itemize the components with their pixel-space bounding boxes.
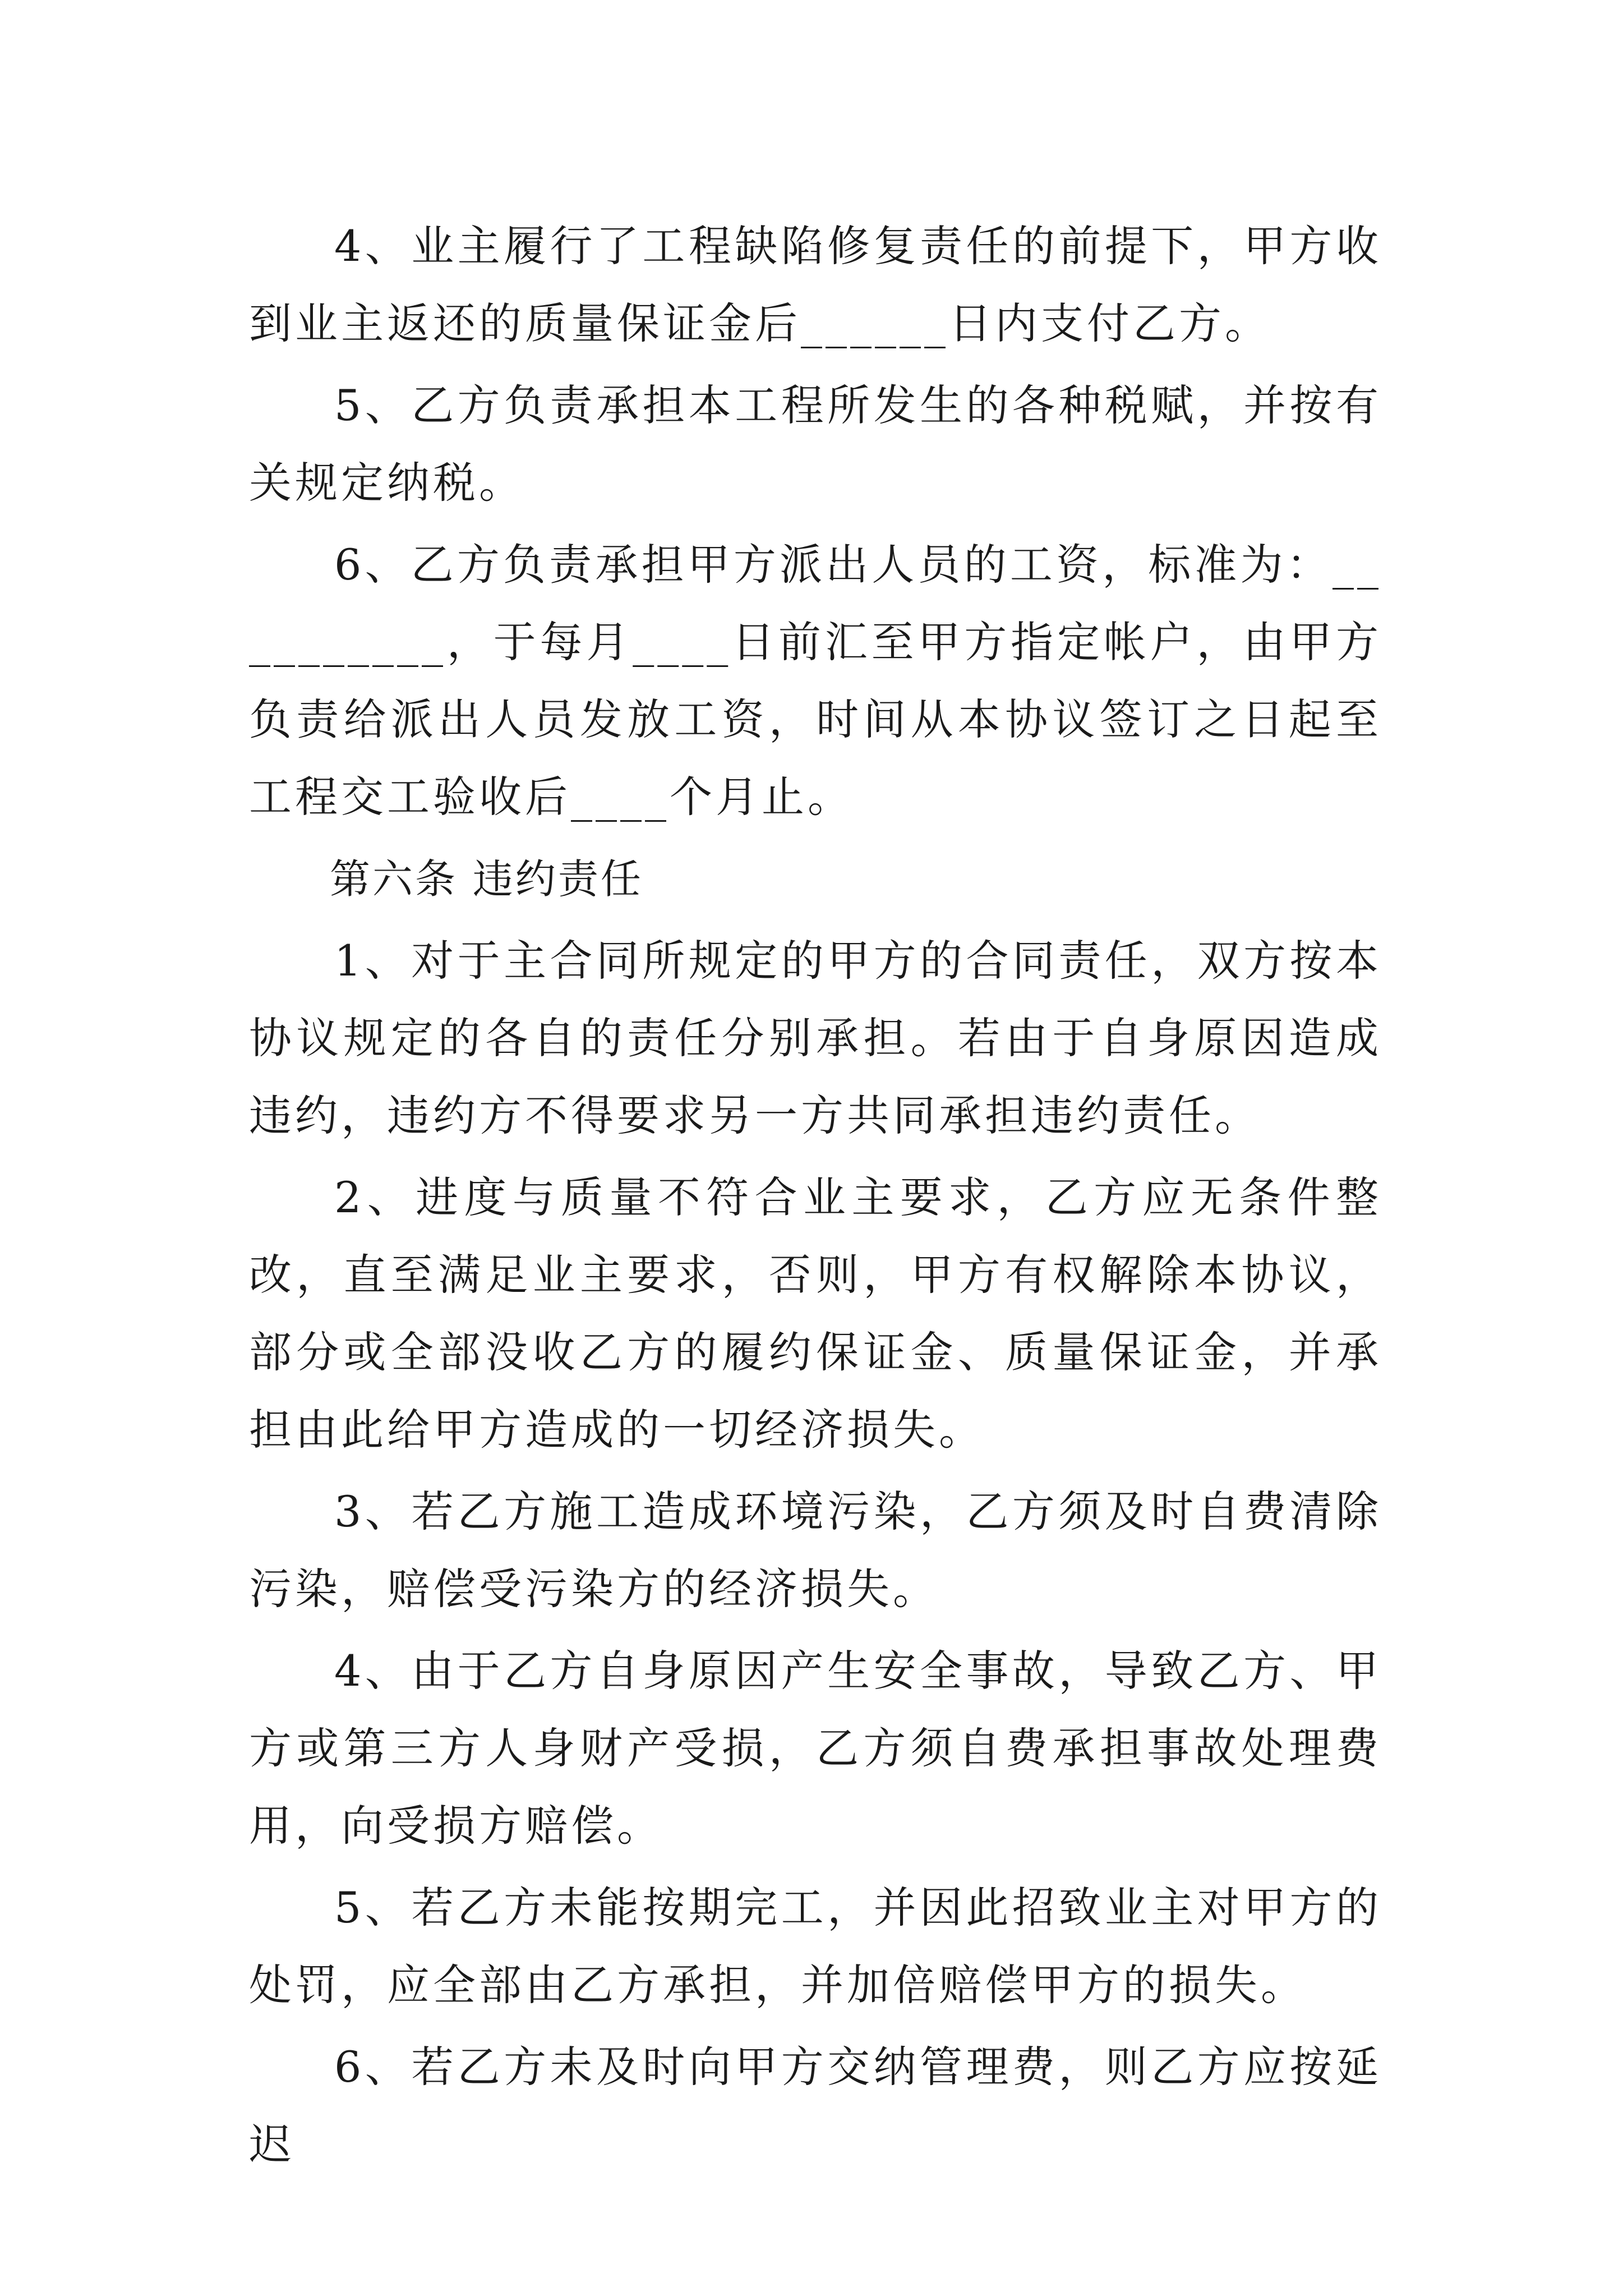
document-page xyxy=(249,208,1382,2188)
clause-paragraph: 5、乙方负责承担本工程所发生的各种税赋，并按有关规定纳税。 xyxy=(249,380,1382,508)
clause-paragraph: 2、进度与质量不符合业主要求，乙方应无条件整改，直至满足业主要求，否则，甲方有权解除本协议，部分或全部没收乙方的履约保证金、质量保证金，并承担由此给甲方造成的一切经济损失。 xyxy=(249,1172,1382,1455)
clause-paragraph: 5、若乙方未能按期完工，并因此招致业主对甲方的处罚，应全部由乙方承担，并加倍赔偿甲方的损失。 xyxy=(249,1883,1382,2010)
clause-paragraph: 6、乙方负责承担甲方派出人员的工资，标准为：__________，于每月____日前汇至甲方指定帐户，由甲方负责给派出人员发放工资，时间从本协议签订之日起至工程交工验收后____个月止。 xyxy=(249,540,1382,822)
clause-paragraph: 4、由于乙方自身原因产生安全事故，导致乙方、甲方或第三方人身财产受损，乙方须自费承担事故处理费用，向受损方赔偿。 xyxy=(249,1646,1382,1851)
section-heading: 第六条 违约责任 xyxy=(330,855,643,903)
clause-paragraph: 3、若乙方施工造成环境污染，乙方须及时自费清除污染，赔偿受污染方的经济损失。 xyxy=(249,1487,1382,1614)
clause-paragraph: 6、若乙方未及时向甲方交纳管理费，则乙方应按延迟 xyxy=(249,2042,1382,2169)
clause-paragraph: 1、对于主合同所规定的甲方的合同责任，双方按本协议规定的各自的责任分别承担。若由于自身原因造成违约，违约方不得要求另一方共同承担违约责任。 xyxy=(249,936,1382,1140)
clause-paragraph: 4、业主履行了工程缺陷修复责任的前提下，甲方收到业主返还的质量保证金后______日内支付乙方。 xyxy=(249,221,1382,348)
